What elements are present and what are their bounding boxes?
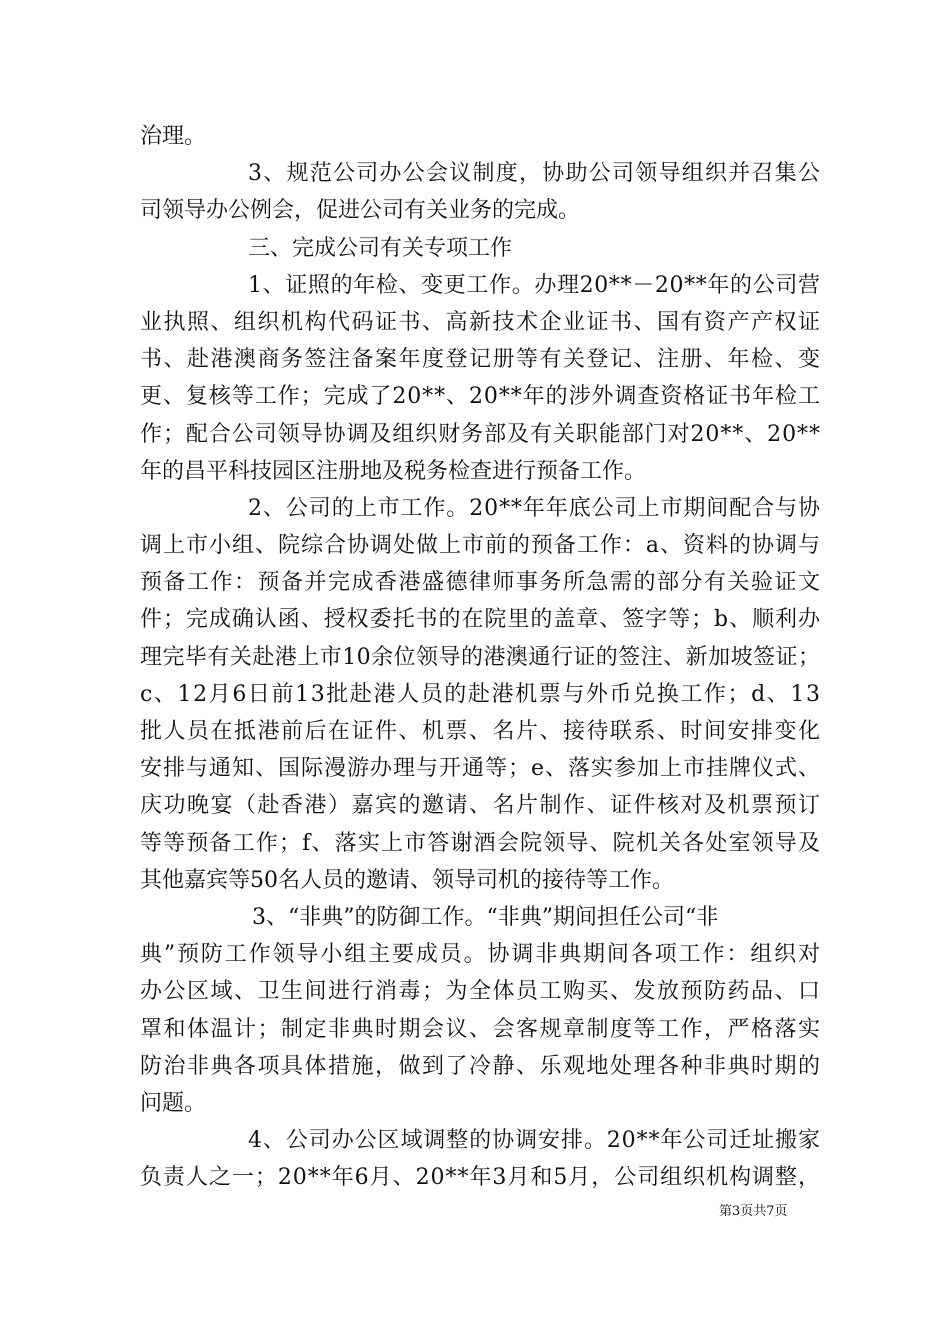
text-line: 2、公司的上市工作。20**年年底公司上市期间配合与协 bbox=[248, 495, 821, 521]
text-line: 罩和体温计；制定非典时期会议、会客规章制度等工作，严格落实 bbox=[140, 1016, 822, 1042]
page-footer: 第3页共7页 bbox=[719, 1204, 788, 1219]
body-text bbox=[140, 118, 820, 1196]
text-line: 办公区域、卫生间进行消毒；为全体员工购买、发放预防药品、口 bbox=[140, 979, 822, 1005]
text-line: 业执照、组织机构代码证书、高新技术企业证书、国有资产产权证 bbox=[140, 309, 822, 335]
text-line: 书、赴港澳商务签注备案年度登记册等有关登记、注册、年检、变 bbox=[140, 347, 822, 373]
text-line: 庆功晚宴（赴香港）嘉宾的邀请、名片制作、证件核对及机票预订 bbox=[140, 793, 822, 819]
text-line: 1、证照的年检、变更工作。办理20**－20**年的公司营 bbox=[248, 272, 821, 298]
text-line: 负责人之一；20**年6月、20**年3月和5月，公司组织机构调整， bbox=[140, 1165, 821, 1191]
text-line: 典”预防工作领导小组主要成员。协调非典期间各项工作：组织对 bbox=[140, 942, 822, 968]
text-line: 件；完成确认函、授权委托书的在院里的盖章、签字等；b、顺利办 bbox=[140, 607, 821, 633]
text-line: 4、公司办公区域调整的协调安排。20**年公司迁址搬家 bbox=[248, 1128, 821, 1154]
text-line: 防治非典各项具体措施，做到了冷静、乐观地处理各种非典时期的 bbox=[140, 1053, 822, 1079]
text-line: 作；配合公司领导协调及组织财务部及有关职能部门对20**、20** bbox=[140, 421, 821, 447]
text-line: 等等预备工作；f、落实上市答谢酒会院领导、院机关各处室领导及 bbox=[140, 830, 822, 856]
text-line: 理完毕有关赴港上市10余位领导的港澳通行证的签注、新加坡签证； bbox=[140, 644, 821, 670]
text-line: 批人员在抵港前后在证件、机票、名片、接待联系、时间安排变化 bbox=[140, 719, 822, 744]
text-line: 3、规范公司办公会议制度，协助公司领导组织并召集公 bbox=[248, 161, 822, 187]
text-line: 司领导办公例会，促进公司有关业务的完成。 bbox=[140, 198, 581, 224]
text-line: 调上市小组、院综合协调处做上市前的预备工作：a、资料的协调与 bbox=[140, 533, 821, 559]
text-line: 治理。 bbox=[140, 124, 207, 149]
text-line: 三、完成公司有关专项工作 bbox=[248, 235, 513, 261]
text-line: 安排与通知、国际漫游办理与开通等；e、落实参加上市挂牌仪式、 bbox=[140, 756, 821, 782]
text-line: 其他嘉宾等50名人员的邀请、领导司机的接待等工作。 bbox=[140, 867, 674, 893]
text-line: 年的昌平科技园区注册地及税务检查进行预备工作。 bbox=[140, 458, 647, 484]
text-line: c、12月6日前13批赴港人员的赴港机票与外币兑换工作；d、13 bbox=[140, 681, 822, 707]
text-line: 问题。 bbox=[140, 1090, 207, 1116]
text-line: 3、“非典”的防御工作。“非典”期间担任公司“非 bbox=[252, 904, 719, 930]
text-line: 预备工作：预备并完成香港盛德律师事务所急需的部分有关验证文 bbox=[140, 570, 822, 596]
text-line: 更、复核等工作；完成了20**、20**年的涉外调查资格证书年检工 bbox=[140, 384, 821, 410]
